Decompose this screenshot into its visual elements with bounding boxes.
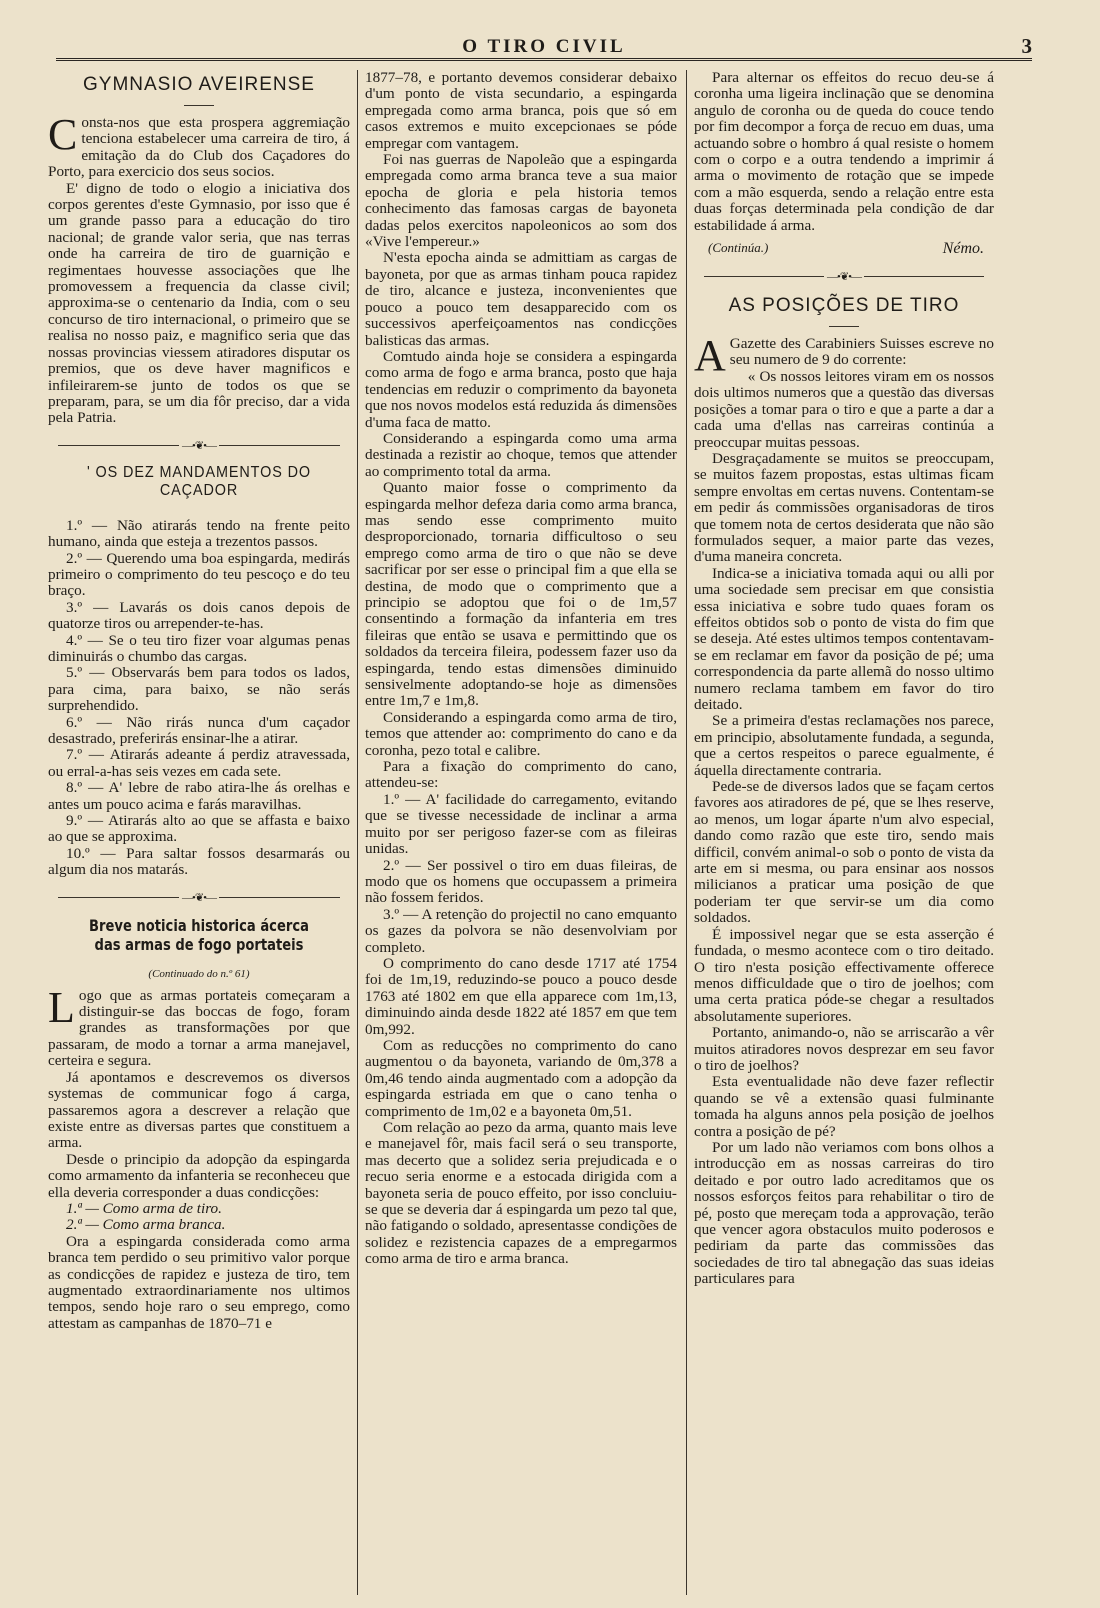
paragraph: E' digno de todo o elogio a iniciativa dos corpos gerentes d'este Gymnasio, por isso que é um grande passo para a educação do tiro nacional; de grande valor seria, que nas terras onde ha carreira de tiro de guarnição e regimentaes houvesse associações que lhe promovessem a frequencia da classe civil; approxima-se o centenario da India, com o seu concurso de tiro internacional, o primeiro que se realisa no nosso paiz, e magnifico seria que das nossas provincias viessem atiradores disputar os premios, que os deve haver magnificos e infileirarem-se junto de todos os que se preparam, para, se um dia fôr preciso, dar a vida pela Patria. bbox=[48, 179, 350, 427]
drop-cap: A bbox=[694, 331, 726, 381]
paragraph: Se a primeira d'estas reclamações nos parece, em principio, absolutamente fundada, a segunda, que a certos respeitos o parece egualmente, é áquella directamente contraria. bbox=[694, 712, 994, 779]
commandment-10: 10.º — Para saltar fossos desarmarás ou algum dia nos matarás. bbox=[48, 844, 350, 879]
paragraph: Indica-se a iniciativa tomada aqui ou alli por uma sociedade sem precisar em que consistia essa iniciativa e sobre tudo quaes foram os effeitos obtidos sob o ponto de vista do fim que se deseja. Até estes ultimos tempos contentavam-se em reclamar em favor da posição de pé; uma correspondencia da parte allemã do nosso ultimo numero reclama tambem em favor do tiro deitado. bbox=[694, 564, 994, 713]
article-title-gymnasio: GYMNASIO AVEIRENSE bbox=[83, 74, 315, 95]
title-rule bbox=[829, 326, 859, 327]
column-divider-1 bbox=[357, 70, 358, 1595]
paragraph: Pede-se de diversos lados que se façam certos favores aos atiradores de pé, que se lhes reserve, ao menos, um logar áparte n'um alvo especial, dando como razão que este tiro, sendo mais difficil, convém animal-o sob o ponto de vista da arte em si mesma, ou para ensinar aos nossos milicianos a praticar uma posição de que poderiam ter que servir-se um dia como soldados. bbox=[694, 778, 994, 927]
header-rule bbox=[56, 58, 1032, 63]
continua-note: (Continúa.) bbox=[708, 240, 769, 256]
paragraph: « Os nossos leitores viram em os nossos dois ultimos numeros que a questão das diversas posições a tomar para o tiro e que a parte a dar a cada uma d'ellas nas carreiras continúa a preoccupar muitas pessoas. bbox=[694, 367, 994, 451]
drop-cap: L bbox=[48, 982, 75, 1032]
paragraph: 1.º — A' facilidade do carregamento, evitando que se tivesse necessidade de inclinar a arma muito por ser perigoso fazer-se com as fileiras unidas. bbox=[365, 790, 677, 858]
paragraph: Ora a espingarda considerada como arma branca tem perdido o seu primitivo valor porque as condicções de rapidez e justeza de tiro, tem augmentado extraordinariamente nos ultimos tempos, sendo hoje raro o seu emprego, como attestam as campanhas de 1870–71 e bbox=[48, 1232, 350, 1332]
author-signature: Némo. bbox=[942, 240, 984, 258]
commandment-1: 1.º — Não atirarás tendo na frente peito humano, ainda que esteja a trezentos passos. bbox=[48, 516, 350, 551]
title-rule bbox=[184, 105, 214, 106]
commandment-4: 4.º — Se o teu tiro fizer voar algumas penas diminuirás o chumbo das cargas. bbox=[48, 631, 350, 665]
section-ornament: —•❦•— bbox=[58, 439, 340, 452]
paragraph: Foi nas guerras de Napoleão que a espingarda empregada como arma branca teve a sua maior epocha de gloria e pela historia temos conhecimento das famosas cargas de bayoneta dadas pelos exercitos napoleonicos ao som dos «Vive l'empereur.» bbox=[365, 151, 677, 251]
masthead bbox=[56, 30, 1032, 58]
paragraph: Para a fixação do comprimento do cano, attendeu-se: bbox=[365, 758, 677, 792]
column-3 bbox=[694, 70, 994, 1595]
paragraph: Com relação ao pezo da arma, quanto mais leve e manejavel fôr, mais facil será o seu transporte, mas decerto que a solidez seria prejudicada e o recuo seria enorme e a estocada dirigida com a bayoneta seria de pouco effeito, por isso concluiu-se que se deveria dar á espingarda um pezo tal que, não fatigando o soldado, apresentasse condições de solidez e rezistencia capazes de a empregarmos como arma de tiro e arma branca. bbox=[365, 1119, 677, 1268]
paragraph: A Gazette des Carabiniers Suisses escreve no seu numero de 9 do corrente: bbox=[694, 331, 994, 381]
paragraph: É impossivel negar que se esta asserção é fundada, o mesmo acontece com o tiro deitado. O tiro n'esta posição effectivamente offerece menos difficuldade que o tiro de joelhos; com uma certa pratica póde-se chegar a resultados absolutamente superiores. bbox=[694, 925, 994, 1025]
commandment-8: 8.º — A' lebre de rabo atira-lhe ás orelhas e antes um pouco acima e farás maravilhas. bbox=[48, 779, 350, 813]
paragraph: Desde o principio da adopção da espingarda como armamento da infanteria se reconheceu que ella deveria corresponder a duas condicções: bbox=[48, 1150, 350, 1201]
section-ornament: —•❦•— bbox=[58, 891, 340, 904]
paragraph: Considerando a espingarda como arma de tiro, temos que attender ao: comprimento do cano e da coronha, pezo total e calibre. bbox=[365, 708, 677, 759]
paragraph: Esta eventualidade não deve fazer reflectir quando se vê a extensão quasi fulminante tomada ha alguns annos pela posição de joelhos contra a posição de pé? bbox=[694, 1073, 994, 1140]
paragraph: N'esta epocha ainda se admittiam as cargas de bayoneta, por que as armas tinham pouca rapidez de tiro, alcance e justeza, inconvenientes que pouco a pouco tem desapparecido com os successivos aperfeiçoamentos nas condicções balisticas das armas. bbox=[365, 249, 677, 349]
list-item: 2.ª — Como arma branca. bbox=[66, 1216, 226, 1234]
section-ornament: —•❦•— bbox=[704, 270, 984, 283]
column-2 bbox=[365, 70, 677, 1595]
commandment-6: 6.º — Não rirás nunca d'um caçador desastrado, preferirás ensinar-lhe a atirar. bbox=[48, 713, 350, 747]
commandment-7: 7.º — Atirarás adeante á perdiz atravessada, ou erral-a-has seis vezes em cada sete. bbox=[48, 746, 350, 780]
paragraph: 1877–78, e portanto devemos considerar debaixo d'um ponto de vista secundario, a espingarda empregada como arma branca, pois que só em casos extremos e muito excepcionaes se póde empregar com vantagem. bbox=[365, 70, 677, 152]
article-title-breve-noticia: Breve noticia historica ácerca das armas de fogo portateis bbox=[89, 915, 309, 954]
paragraph: Considerando a espingarda como uma arma destinada a rezistir ao choque, temos que attender ao comprimento total da arma. bbox=[365, 429, 677, 480]
continuation-note: (Continuado do n.º 61) bbox=[148, 967, 250, 980]
paragraph: Desgraçadamente se muitos se preoccupam, se muitos fazem propostas, estas ultimas ficam sempre envoltas em certas nuvens. Contentam-se em pedir ás commissões organisadoras de tiros que tomem nota de certos desiderata que não são formulados sequer, a maior parte das vezes, d'uma maneira concreta. bbox=[694, 449, 994, 566]
column-divider-2 bbox=[686, 70, 687, 1595]
commandment-3: 3.º — Lavarás os dois canos depois de quatorze tiros ou arrepender-te-has. bbox=[48, 598, 350, 633]
paragraph: Quanto maior fosse o comprimento da espingarda melhor defeza daria como arma branca, mas sendo esse comprimento muito desproporcionado, tornaria difficultoso o seu emprego como arma de tiro o que não se deve sacrificar por ser esse o principal fim a que ella se destina, de modo que o comprimento que a principio se adoptou que foi o de 1m,57 consentindo a formação da infanteria em tres fileiras que então se usava e permittindo que os soldados da terceira fileira, podessem fazer uso da espingarda, tendo estas dimensões diminuido sensivelmente adoptando-se hoje as dimensões entre 1m,7 e 1m,8. bbox=[365, 479, 677, 710]
drop-cap: C bbox=[48, 110, 78, 159]
newspaper-title: O TIRO CIVIL bbox=[462, 36, 626, 57]
list-item: 1.ª — Como arma de tiro. bbox=[66, 1199, 222, 1217]
paragraph: Já apontamos e descrevemos os diversos systemas de communicar fogo á carga, passaremos agora a descrever a relação que existe entre as diversas partes que constituem a arma. bbox=[48, 1068, 350, 1152]
paragraph: Para alternar os effeitos do recuo deu-se á coronha uma ligeira inclinação que se denomina angulo de coronha ou de queda do couce tendo por fim decompor a força de recuo em duas, uma actuando sobre o hombro á qual resiste o homem com o corpo e a outra tendendo a imprimir á arma o movimento de rotação que se impede com a mão esquerda, sendo a relação entre esta duas forças determinada pela condição de dar estabilidade á arma. bbox=[694, 70, 994, 234]
page-number: 3 bbox=[1021, 34, 1032, 58]
paragraph: Portanto, animando-o, não se arriscarão a vêr muitos atiradores novos desprezar em seu favor o tiro de joelhos? bbox=[694, 1024, 994, 1074]
paragraph: Por um lado não veriamos com bons olhos a introducção em as nossas carreiras do tiro deitado e por outro lado acreditamos que os nossos esforços feitos para rehabilitar o tiro de pé, posto que mereçam toda a approvação, terão que vencer agora obstaculos muito poderosos e pediriam da parte das commissões das sociedades de tiro tal abnegação das suas ideias particulares para bbox=[694, 1138, 994, 1288]
column-1 bbox=[48, 70, 350, 1595]
article-title-posicoes: AS POSIÇÕES DE TIRO bbox=[728, 295, 960, 317]
signature-line bbox=[708, 240, 984, 258]
commandment-9: 9.º — Atirarás alto ao que se affasta e baixo ao que se approxima. bbox=[48, 812, 350, 846]
paragraph: Consta-nos que esta prospera aggremiação tenciona estabelecer uma carreira de tiro, á emitação da do Club dos Caçadores do Porto, para exercicio dos seus socios. bbox=[48, 110, 350, 181]
paragraph: Com as reducções no comprimento do cano augmentou o da bayoneta, variando de 0m,378 a 0m,46 tendo ainda augmentado com a adopção da espingarda estriada em que o cano tenha o comprimento de 1m,02 e a bayoneta 0m,51. bbox=[365, 1036, 677, 1120]
article-title-mandamentos: ' OS DEZ MANDAMENTOS DO CAÇADOR bbox=[86, 463, 311, 499]
paragraph: O comprimento do cano desde 1717 até 1754 foi de 1m,19, reduzindo-se pouco a pouco desde 1763 até 1802 em que ella apparece com 1m,13, diminuindo ainda desde 1822 até 1857 em que tem 0m,992. bbox=[365, 954, 677, 1038]
paragraph: 3.º — A retenção do projectil no cano emquanto os gazes da polvora se não desenvolviam por completo. bbox=[365, 905, 677, 956]
paragraph: Logo que as armas portateis começaram a distinguir-se das boccas de fogo, foram grandes as transformações por que passaram, de modo a tornar a arma manejavel, certeira e segura. bbox=[48, 982, 350, 1070]
paragraph: Comtudo ainda hoje se considera a espingarda como arma de fogo e arma branca, posto que haja tendencias em reduzir o comprimento da bayoneta que nos novos modelos está reduzida ás dimensões d'uma faca de matto. bbox=[365, 347, 677, 431]
commandment-2: 2.º — Querendo uma boa espingarda, medirás primeiro o comprimento do teu pescoço e do teu braço. bbox=[48, 549, 350, 600]
paragraph: 2.º — Ser possivel o tiro em duas fileiras, de modo que os homens que occupassem a primeira não fossem feridos. bbox=[365, 856, 677, 907]
commandment-5: 5.º — Observarás bem para todos os lados, para cima, para baixo, se não serás surprehendido. bbox=[48, 664, 350, 715]
